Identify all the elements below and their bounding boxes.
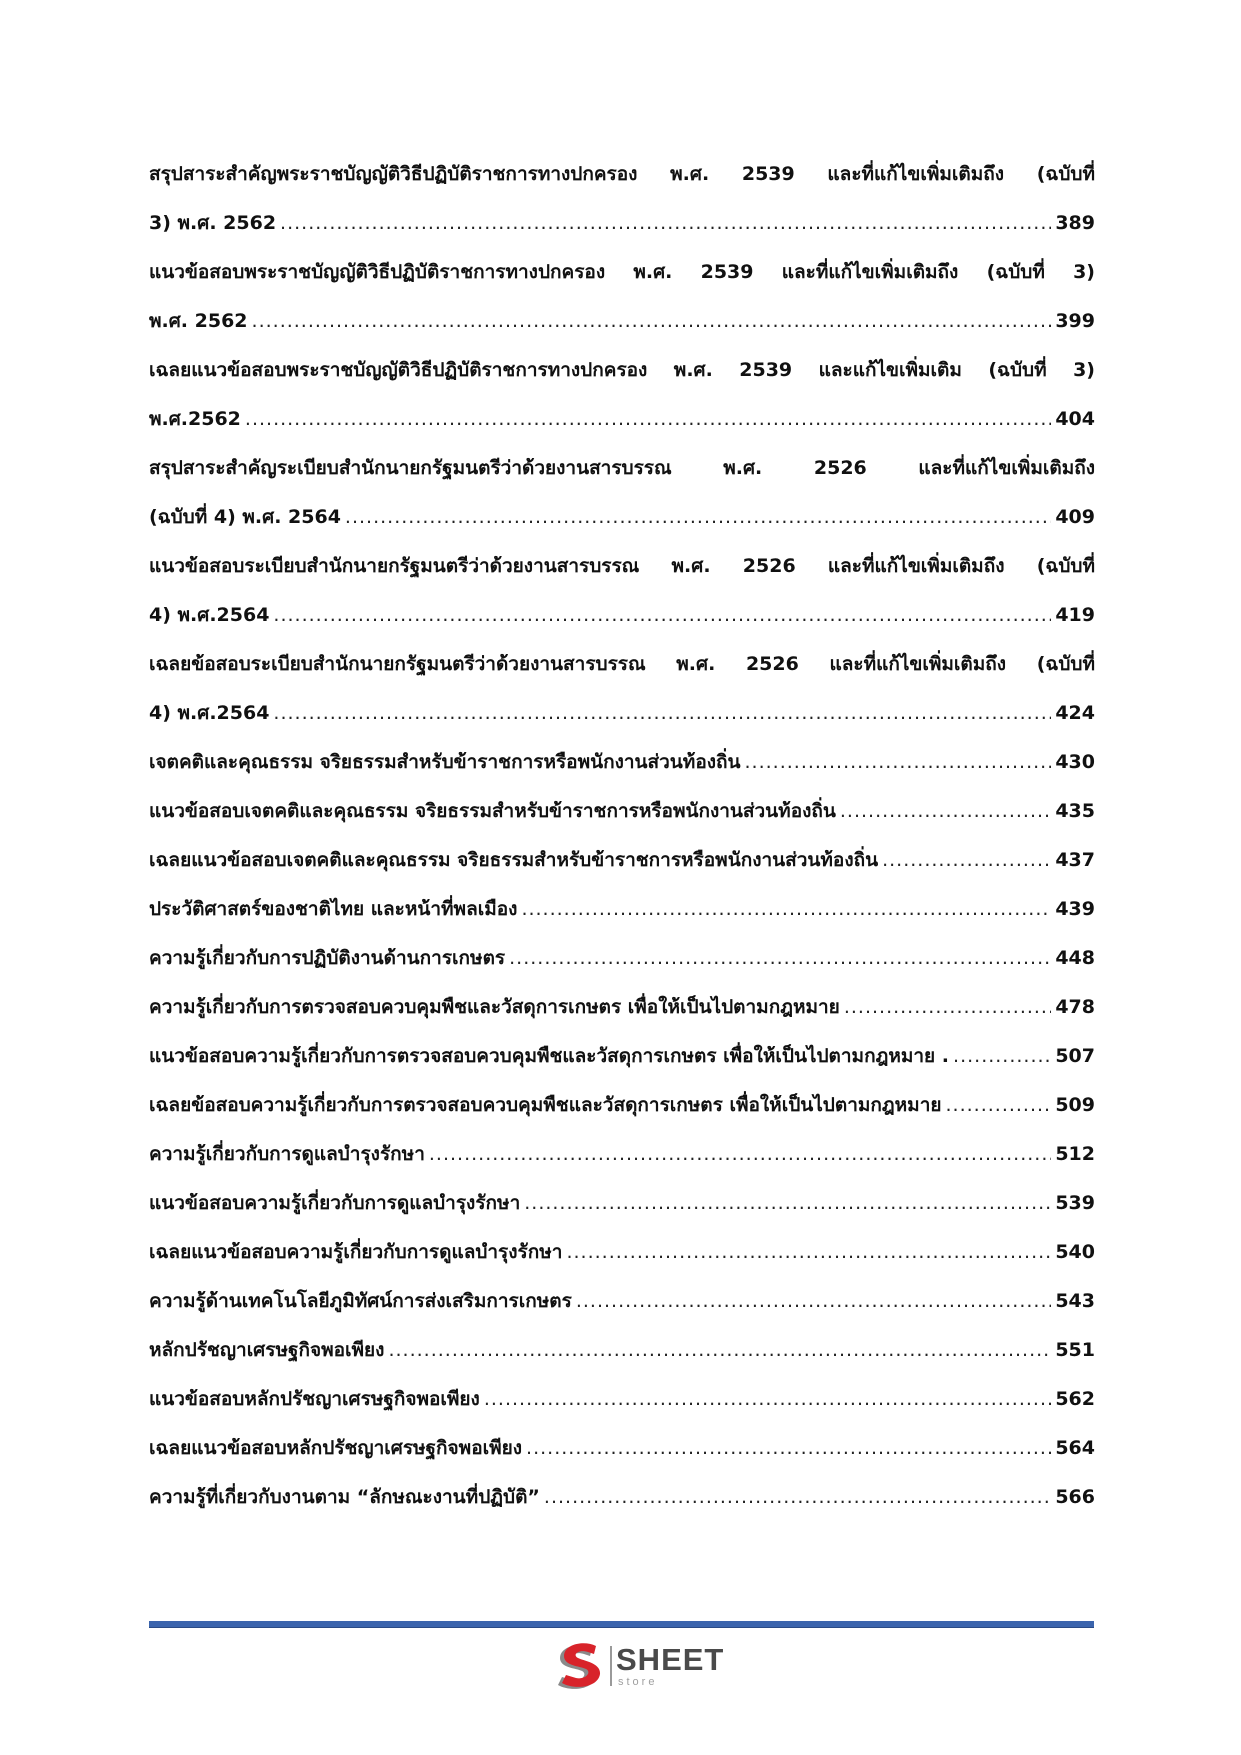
toc-page-number: 437 [1055,849,1095,871]
toc-page-number: 424 [1055,702,1095,724]
toc-entry-title: ความรู้ด้านเทคโนโลยีภูมิทัศน์การส่งเสริมการเกษตร [149,1290,572,1312]
toc-page-number: 478 [1055,996,1095,1018]
toc-entry-title: ความรู้เกี่ยวกับการปฏิบัติงานด้านการเกษตร [149,947,506,969]
toc-entry-title-line1: เฉลยแนวข้อสอบพระราชบัญญัติวิธีปฏิบัติราชการทางปกครอง พ.ศ. 2539 และแก้ไขเพิ่มเติม (ฉบับที่ 3) [149,359,1095,381]
toc-dot-leader [566,1228,1051,1277]
toc-entry-title: ความรู้ที่เกี่ยวกับงานตาม “ลักษณะงานที่ปฏิบัติ” [149,1486,540,1508]
toc-dot-leader [844,983,1052,1032]
toc-entry [149,542,1095,640]
toc-page-number: 540 [1055,1241,1095,1263]
toc-entry-title: พ.ศ. 2562 [149,310,248,332]
toc-dot-leader [429,1130,1051,1179]
toc-page-number: 389 [1055,212,1095,234]
toc-dot-leader [840,787,1051,836]
toc-entry-row [149,1130,1095,1179]
toc-entry-title: แนวข้อสอบความรู้เกี่ยวกับการดูแลบำรุงรักษา [149,1192,521,1214]
toc-entry-row [149,934,1095,983]
toc-entry [149,1228,1095,1277]
toc-entry-title: 4) พ.ศ.2564 [149,702,270,724]
toc-page-number: 439 [1055,898,1095,920]
toc-entry-title: 3) พ.ศ. 2562 [149,212,277,234]
toc-entry-row [149,836,1095,885]
toc-entry-title: แนวข้อสอบเจตคติและคุณธรรม จริยธรรมสำหรับข้าราชการหรือพนักงานส่วนท้องถิ่น [149,800,836,822]
toc-entry [149,1179,1095,1228]
toc-dot-leader [273,591,1051,640]
toc-dot-leader [484,1375,1051,1424]
toc-dot-leader [524,1179,1051,1228]
toc-page-number: 512 [1055,1143,1095,1165]
toc-entry-title: เฉลยข้อสอบความรู้เกี่ยวกับการตรวจสอบควบคุมพืชและวัสดุการเกษตร เพื่อให้เป็นไปตามกฎหมาย [149,1094,942,1116]
toc-entry-row [149,983,1095,1032]
toc-page-number: 419 [1055,604,1095,626]
toc-entry [149,787,1095,836]
toc-entry [149,346,1095,444]
toc-entry-row [149,885,1095,934]
toc-entry-title: เฉลยแนวข้อสอบเจตคติและคุณธรรม จริยธรรมสำหรับข้าราชการหรือพนักงานส่วนท้องถิ่น [149,849,879,871]
toc-entry [149,248,1095,346]
toc-entry [149,1032,1095,1081]
toc-entry-row [149,738,1095,787]
toc-page-number: 564 [1055,1437,1095,1459]
toc-dot-leader [388,1326,1051,1375]
toc-entry-row [149,1228,1095,1277]
toc-entry-row [149,297,1095,346]
toc-dot-leader [576,1277,1052,1326]
toc-entry-row [149,1473,1095,1522]
toc-entry-title: 4) พ.ศ.2564 [149,604,270,626]
toc-dot-leader [345,493,1051,542]
toc-page-number: 562 [1055,1388,1095,1410]
toc-entry-title-line1: สรุปสาระสำคัญระเบียบสำนักนายกรัฐมนตรีว่าด้วยงานสารบรรณ พ.ศ. 2526 และที่แก้ไขเพิ่มเติมถึง [149,457,1095,479]
toc-entry-title: ประวัติศาสตร์ของชาติไทย และหน้าที่พลเมือง [149,898,518,920]
toc-entry-title: ความรู้เกี่ยวกับการดูแลบำรุงรักษา [149,1143,425,1165]
sheet-store-s-icon [552,1640,604,1692]
toc-dot-leader [509,934,1051,983]
toc-page-number: 430 [1055,751,1095,773]
footer-rule [149,1621,1094,1628]
toc-entry [149,1277,1095,1326]
toc-dot-leader [521,885,1051,934]
logo-subtitle: store [618,1676,658,1688]
toc-entry-row [149,1277,1095,1326]
toc-dot-leader [953,1032,1051,1081]
toc-dot-leader [526,1424,1051,1473]
toc-dot-leader [946,1081,1052,1130]
toc-entry-title: เฉลยแนวข้อสอบหลักปรัชญาเศรษฐกิจพอเพียง [149,1437,523,1459]
toc-dot-leader [245,395,1051,444]
toc-page-number: 448 [1055,947,1095,969]
toc-entry-title: (ฉบับที่ 4) พ.ศ. 2564 [149,506,341,528]
toc-dot-leader [252,297,1052,346]
toc-entry-row [149,1424,1095,1473]
toc-entry-row [149,591,1095,640]
toc-entry-title: พ.ศ.2562 [149,408,241,430]
toc-entry-title: ความรู้เกี่ยวกับการตรวจสอบควบคุมพืชและวัสดุการเกษตร เพื่อให้เป็นไปตามกฎหมาย [149,996,840,1018]
toc-entry [149,1424,1095,1473]
toc-page-number: 566 [1055,1486,1095,1508]
toc-entry [149,738,1095,787]
toc-entry-row [149,1375,1095,1424]
toc-entry [149,150,1095,248]
toc-dot-leader [280,199,1051,248]
toc-entry [149,1081,1095,1130]
table-of-contents [149,150,1095,1522]
toc-entry-row [149,1081,1095,1130]
toc-page-number: 507 [1055,1045,1095,1067]
toc-entry [149,444,1095,542]
toc-entry-row [149,1326,1095,1375]
toc-entry [149,640,1095,738]
toc-dot-leader [544,1473,1051,1522]
toc-entry [149,1473,1095,1522]
toc-page-number: 543 [1055,1290,1095,1312]
toc-page-number: 409 [1055,506,1095,528]
toc-entry-row [149,199,1095,248]
toc-entry [149,983,1095,1032]
sheet-store-logo [552,1640,725,1692]
toc-entry-title: แนวข้อสอบหลักปรัชญาเศรษฐกิจพอเพียง [149,1388,480,1410]
toc-entry [149,1375,1095,1424]
toc-dot-leader [882,836,1051,885]
toc-entry-row [149,1179,1095,1228]
toc-entry-row [149,395,1095,444]
toc-entry-row [149,787,1095,836]
toc-entry-row [149,689,1095,738]
toc-entry-title-line1: แนวข้อสอบระเบียบสำนักนายกรัฐมนตรีว่าด้วยงานสารบรรณ พ.ศ. 2526 และที่แก้ไขเพิ่มเติมถึง (ฉบับที่ [149,555,1095,577]
toc-entry-row [149,1032,1095,1081]
toc-page-number: 551 [1055,1339,1095,1361]
toc-page-number: 539 [1055,1192,1095,1214]
logo-separator [610,1646,612,1686]
toc-page-number: 399 [1055,310,1095,332]
toc-entry [149,836,1095,885]
toc-page-number: 435 [1055,800,1095,822]
toc-dot-leader [745,738,1052,787]
toc-entry [149,1130,1095,1179]
toc-page-number: 509 [1055,1094,1095,1116]
toc-entry [149,934,1095,983]
toc-entry-title-line1: สรุปสาระสำคัญพระราชบัญญัติวิธีปฏิบัติราชการทางปกครอง พ.ศ. 2539 และที่แก้ไขเพิ่มเติมถึง (ฉบับที่ [149,163,1095,185]
toc-entry-title: หลักปรัชญาเศรษฐกิจพอเพียง [149,1339,385,1361]
toc-entry-title: แนวข้อสอบความรู้เกี่ยวกับการตรวจสอบควบคุมพืชและวัสดุการเกษตร เพื่อให้เป็นไปตามกฎหมาย . [149,1045,950,1067]
logo-wordmark: SHEET [616,1642,725,1677]
toc-entry-title-line1: แนวข้อสอบพระราชบัญญัติวิธีปฏิบัติราชการทางปกครอง พ.ศ. 2539 และที่แก้ไขเพิ่มเติมถึง (ฉบับที่ 3) [149,261,1095,283]
toc-entry-title-line1: เฉลยข้อสอบระเบียบสำนักนายกรัฐมนตรีว่าด้วยงานสารบรรณ พ.ศ. 2526 และที่แก้ไขเพิ่มเติมถึง (ฉบับที่ [149,653,1095,675]
toc-entry [149,1326,1095,1375]
toc-entry-title: เจตคติและคุณธรรม จริยธรรมสำหรับข้าราชการหรือพนักงานส่วนท้องถิ่น [149,751,741,773]
toc-entry-row [149,493,1095,542]
toc-dot-leader [273,689,1051,738]
toc-page-number: 404 [1055,408,1095,430]
toc-entry-title: เฉลยแนวข้อสอบความรู้เกี่ยวกับการดูแลบำรุงรักษา [149,1241,563,1263]
toc-entry [149,885,1095,934]
